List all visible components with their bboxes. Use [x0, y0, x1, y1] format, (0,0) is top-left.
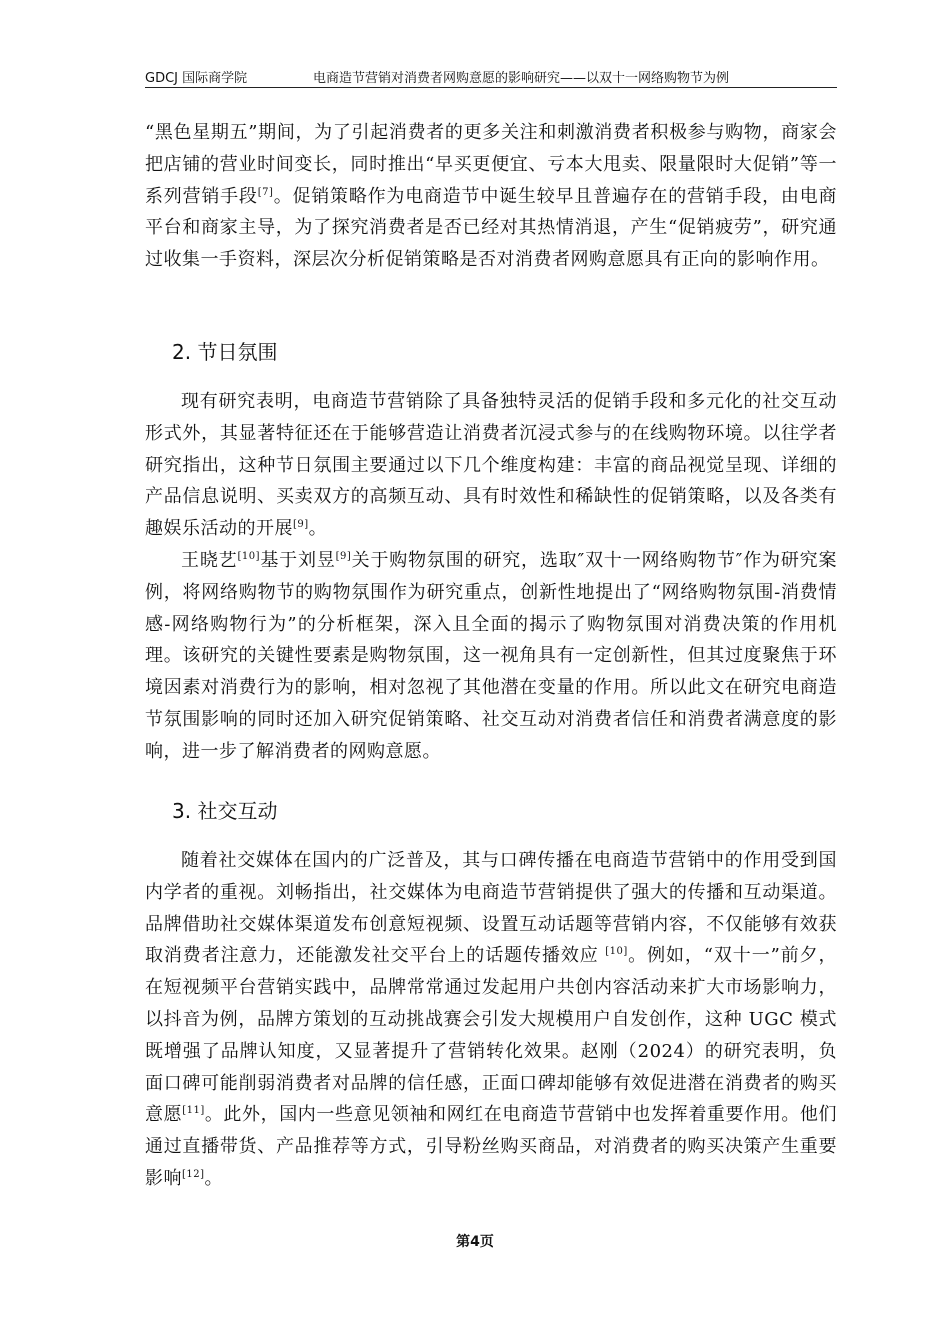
page-header [145, 67, 837, 88]
paragraph-wang-study: 王晓艺[10]基于刘昱[9]关于购物氛围的研究，选取″双十一网络购物节″作为研究案例，将网络购物节的购物氛围作为研究重点，创新性地提出了“网络购物氛围-消费情感-网络购物行为”的分析框架，深入且全面的揭示了购物氛围对消费决策的作用机理。该研究的关键性要素是购物氛围，这一视角具有一定创新性，但其过度聚焦于环境因素对消费行为的影响，相对忽视了其他潜在变量的作用。所以此文在研究电商造节氛围影响的同时还加入研究促销策略、社交互动对消费者信任和消费者满意度的影响，进一步了解消费者的网购意愿。 [145, 550, 838, 762]
citation: [11] [182, 1105, 205, 1117]
header-title: 电商造节营销对消费者网购意愿的影响研究——以双十一网络购物节为例 [313, 71, 730, 86]
paragraph-atmosphere: 现有研究表明，电商造节营销除了具备独特灵活的促销手段和多元化的社交互动形式外，其显著特征还在于能够营造让消费者沉浸式参与的在线购物环境。以往学者研究指出，这种节日氛围主要通过以下几个维度构建：丰富的商品视觉呈现、详细的产品信息说明、买卖双方的高频互动、具有时效性和稀缺性的促销策略，以及各类有趣娱乐活动的开展[9]。 [145, 391, 837, 540]
page-number: 第4页 [456, 1234, 494, 1250]
citation: [10] [605, 946, 628, 958]
citation: [9] [335, 551, 352, 562]
paragraph-social: 随着社交媒体在国内的广泛普及，其与口碑传播在电商造节营销中的作用受到国内学者的重视。刘畅指出，社交媒体为电商造节营销提供了强大的传播和互动渠道。品牌借助社交媒体渠道发布创意短视频、设置互动话题等营销内容，不仅能够有效获取消费者注意力，还能激发社交平台上的话题传播效应 [10]。例如，“双十一”前夕，在短视频平台营销实践中，品牌常常通过发起用户共创内容活动来扩大市场影响力，以抖音为例，品牌方策划的互动挑战赛会引发大规模用户自发创作，这种 UGC 模式既增强了品牌认知度，又显著提升了营销转化效果。赵刚（2024）的研究表明，负面口碑可能削弱消费者对品牌的信任感，正面口碑却能够有效促进潜在消费者的购买意愿[11]。此外，国内一些意见领袖和网红在电商造节营销中也发挥着重要作用。他们通过直播带货、产品推荐等方式，引导粉丝购买商品，对消费者的购买决策产生重要影响[12]。 [145, 850, 838, 1189]
header-school: GDCJ 国际商学院 [145, 71, 248, 86]
citation: [10] [237, 551, 261, 562]
citation: [7] [257, 186, 274, 198]
citation: [12] [182, 1168, 205, 1180]
section-heading-atmosphere: 2. 节日氛围 [172, 340, 278, 364]
paragraph-promotion: “黑色星期五”期间，为了引起消费者的更多关注和刺激消费者积极参与购物，商家会把店铺的营业时间变长，同时推出“早买更便宜、亏本大甩卖、限量限时大促销”等一系列营销手段[7]。促销策略作为电商造节中诞生较早且普遍存在的营销手段，由电商平台和商家主导，为了探究消费者是否已经对其热情消退，产生“促销疲劳”，研究通过收集一手资料，深层次分析促销策略是否对消费者网购意愿具有正向的影响作用。 [145, 122, 838, 271]
section-heading-social: 3. 社交互动 [172, 799, 278, 823]
citation: [9] [293, 519, 309, 531]
